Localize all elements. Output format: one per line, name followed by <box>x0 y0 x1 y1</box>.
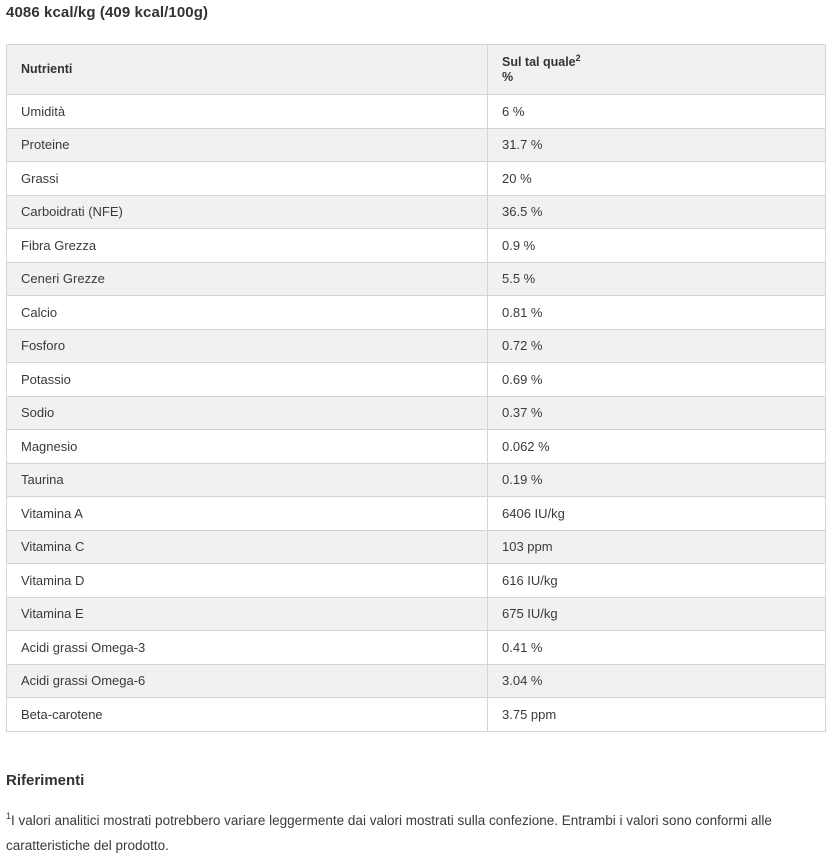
header-as-fed-footnote: 2 <box>575 52 581 63</box>
nutrient-value: 0.72 % <box>488 329 826 363</box>
nutrient-name: Vitamina E <box>7 597 488 631</box>
nutrient-value: 616 IU/kg <box>488 564 826 598</box>
nutrient-value: 103 ppm <box>488 530 826 564</box>
nutrient-value: 0.41 % <box>488 631 826 665</box>
nutrient-name: Potassio <box>7 363 488 397</box>
table-row <box>7 564 826 598</box>
table-row <box>7 698 826 732</box>
header-nutrients-label: Nutrienti <box>21 62 73 76</box>
header-as-fed <box>488 45 826 95</box>
table-row <box>7 530 826 564</box>
header-row <box>7 45 826 95</box>
nutrient-value: 0.9 % <box>488 229 826 263</box>
table-row <box>7 396 826 430</box>
nutrient-value: 0.69 % <box>488 363 826 397</box>
table-row <box>7 262 826 296</box>
nutrient-name: Vitamina D <box>7 564 488 598</box>
nutrient-value: 5.5 % <box>488 262 826 296</box>
nutrient-value: 0.062 % <box>488 430 826 464</box>
nutrient-value: 6406 IU/kg <box>488 497 826 531</box>
nutrient-name: Beta-carotene <box>7 698 488 732</box>
table-row <box>7 631 826 665</box>
table-row <box>7 463 826 497</box>
table-row <box>7 497 826 531</box>
nutrient-name: Proteine <box>7 128 488 162</box>
nutrient-name: Vitamina A <box>7 497 488 531</box>
nutrient-name: Sodio <box>7 396 488 430</box>
table-row <box>7 430 826 464</box>
table-row <box>7 162 826 196</box>
table-row <box>7 664 826 698</box>
nutrient-name: Acidi grassi Omega-6 <box>7 664 488 698</box>
references-title: Riferimenti <box>6 772 85 789</box>
nutrient-name: Acidi grassi Omega-3 <box>7 631 488 665</box>
table-row <box>7 229 826 263</box>
nutrient-table <box>6 44 826 732</box>
nutrient-name: Fibra Grezza <box>7 229 488 263</box>
nutrient-value: 675 IU/kg <box>488 597 826 631</box>
nutrient-value: 0.81 % <box>488 296 826 330</box>
references-note-number: 1 <box>6 811 12 821</box>
nutrient-name: Calcio <box>7 296 488 330</box>
nutrient-value: 6 % <box>488 95 826 129</box>
nutrient-value: 0.19 % <box>488 463 826 497</box>
nutrient-name: Vitamina C <box>7 530 488 564</box>
nutrient-name: Fosforo <box>7 329 488 363</box>
nutrient-value: 3.75 ppm <box>488 698 826 732</box>
nutrient-value: 36.5 % <box>488 195 826 229</box>
table-row <box>7 95 826 129</box>
nutrient-value: 3.04 % <box>488 664 826 698</box>
nutrient-value: 20 % <box>488 162 826 196</box>
table-row <box>7 296 826 330</box>
references-note-text: I valori analitici mostrati potrebbero variare leggermente dai valori mostrati sulla confezione. Entrambi i valori sono conformi alle caratteristiche del prodotto. <box>6 813 772 853</box>
table-body <box>7 95 826 732</box>
nutrient-name: Taurina <box>7 463 488 497</box>
header-nutrients <box>7 45 488 95</box>
header-as-fed-label: Sul tal quale <box>502 54 576 69</box>
nutrient-name: Grassi <box>7 162 488 196</box>
references-note <box>6 808 825 858</box>
table-header <box>7 45 826 95</box>
nutrient-name: Carboidrati (NFE) <box>7 195 488 229</box>
nutrient-value: 0.37 % <box>488 396 826 430</box>
table-row <box>7 128 826 162</box>
table-row <box>7 329 826 363</box>
energy-line: 4086 kcal/kg (409 kcal/100g) <box>6 4 209 21</box>
table-row <box>7 363 826 397</box>
header-as-fed-unit: % <box>502 69 514 84</box>
nutrient-name: Magnesio <box>7 430 488 464</box>
table-row <box>7 597 826 631</box>
nutrient-name: Umidità <box>7 95 488 129</box>
nutrient-value: 31.7 % <box>488 128 826 162</box>
nutrient-name: Ceneri Grezze <box>7 262 488 296</box>
table-row <box>7 195 826 229</box>
